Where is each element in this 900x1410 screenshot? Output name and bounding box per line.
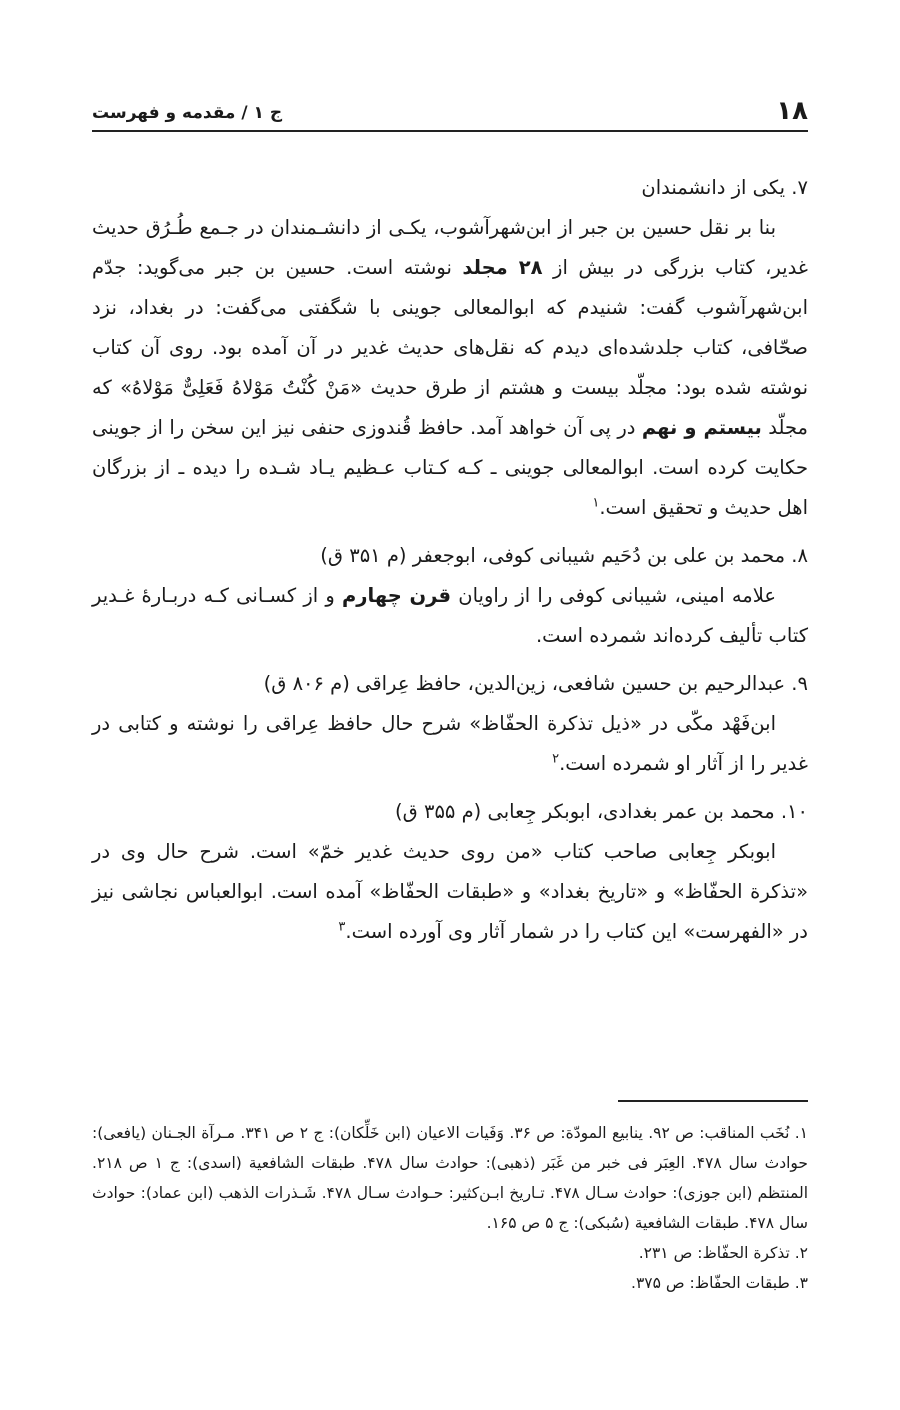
bold-run: ۲۸ مجلد bbox=[462, 256, 543, 279]
section-7 bbox=[92, 168, 808, 528]
section-paragraph bbox=[92, 208, 808, 528]
text-run: در پی آن خواهد آمد. حافظ قُندوزی حنفی نیز این سخن را از جوینی حکایت کرده است. ابوالمعالی جوینی ـ کـه کـتاب عـظیم یـاد شـده را دیده ـ از بزرگان اهل حدیث و تحقیق است. bbox=[92, 416, 808, 519]
section-9 bbox=[92, 664, 808, 784]
footnote-2: ۲. تذکرة الحفّاظ: ص ۲۳۱. bbox=[638, 1244, 808, 1262]
section-10 bbox=[92, 792, 808, 952]
section-8 bbox=[92, 536, 808, 656]
section-heading: ۹. عبدالرحیم بن حسین شافعی، زین‌الدین، حافظ عِراقی (م ۸۰۶ ق) bbox=[263, 672, 808, 695]
text-run: علامه امینی، شیبانی کوفی را از راویان bbox=[451, 584, 776, 607]
footnotes bbox=[92, 1118, 808, 1298]
section-paragraph bbox=[92, 576, 808, 656]
section-heading: ۷. یکی از دانشمندان bbox=[641, 176, 808, 199]
text-run: نوشته است. حسین بن جبر می‌گوید: جدّم ابن‌شهرآشوب گفت: شنیدم که ابوالمعالی جوینی با شگفتی می‌گفت: در بغداد، نزد صحّافی، کتاب جلدشده‌ای دیدم که نقل‌های حدیث غدیر در آن آمده بود. روی آن کتاب نوشته شده بود: مجلّد بیست و هشتم از طرق حدیث «مَنْ کُنْتُ مَوْلاهُ فَعَلِیٌّ مَوْلاهُ» که مجلّد bbox=[92, 256, 808, 439]
page-header bbox=[92, 96, 808, 132]
section-heading: ۱۰. محمد بن عمر بغدادی، ابوبکر جِعابی (م ۳۵۵ ق) bbox=[395, 800, 808, 823]
running-head: ج ۱ / مقدمه و فهرست bbox=[92, 103, 283, 123]
text-run: و از کسـانی کـه دربـارۀ غـدیر کتاب تألیف کرده‌اند شمرده است. bbox=[92, 584, 808, 647]
footnote-ref[interactable]: ۲ bbox=[552, 751, 560, 767]
section-paragraph bbox=[92, 832, 808, 952]
text-run: بنا بر نقل حسین بن جبر از ابن‌شهرآشوب، یکـی از دانشـمندان در جـمع طُـرُق حدیث غدیر، کتاب بزرگی در بیش از bbox=[92, 216, 808, 279]
footnote-1: ۱. نُخَب المناقب: ص ۹۲. ینابیع المودّة: ص ۳۶. وَفَیات الاعیان (ابن خَلِّکان): ج ۲ ص ۳۴۱. مـرآة الجـنان (یافعی): حوادث سال ۴۷۸. العِبَر فی خبر من غَبَر (ذهبی): حوادث سال ۴۷۸. طبقات الشافعیة (اسدی): ج ۱ ص ۲۱۸. المنتظم (ابن جوزی): حوادث سـال ۴۷۸. تـاریخ ابـن‌کثیر: حـوادث سـال ۴۷۸. شَـذرات الذهب (ابن عماد): حوادث سال ۴۷۸. طبقات الشافعیة (سُبکی): ج ۵ ص ۱۶۵. bbox=[92, 1124, 809, 1232]
page-number: ۱۸ bbox=[776, 96, 808, 126]
footnote-ref[interactable]: ۱ bbox=[592, 495, 600, 511]
text-run: ابوبکر جِعابی صاحب کتاب «من روی حدیث غدیر خمّ» است. شرح حال وی در «تذکرة الحفّاظ» و «تاریخ بغداد» و «طبقات الحفّاظ» آمده است. ابوالعباس نجاشی نیز در «الفهرست» این کتاب را در شمار آثار وی آورده است. bbox=[92, 840, 808, 943]
footnote-3: ۳. طبقات الحفّاظ: ص ۳۷۵. bbox=[631, 1274, 808, 1292]
section-heading: ۸. محمد بن علی بن دُحَیم شیبانی کوفی، ابوجعفر (م ۳۵۱ ق) bbox=[320, 544, 808, 567]
bold-run: بیستم و نهم bbox=[641, 416, 762, 439]
section-paragraph bbox=[92, 704, 808, 784]
bold-run: قرن چهارم bbox=[341, 584, 452, 607]
footnote-ref[interactable]: ۳ bbox=[338, 919, 346, 935]
page-body bbox=[92, 168, 808, 960]
text-run: ابن‌فَهْد مکّی در «ذیل تذکرة الحفّاظ» شرح حال حافظ عِراقی را نوشته و کتابی در غدیر را از آثار او شمرده است. bbox=[92, 712, 808, 775]
footnote-divider bbox=[618, 1100, 808, 1102]
